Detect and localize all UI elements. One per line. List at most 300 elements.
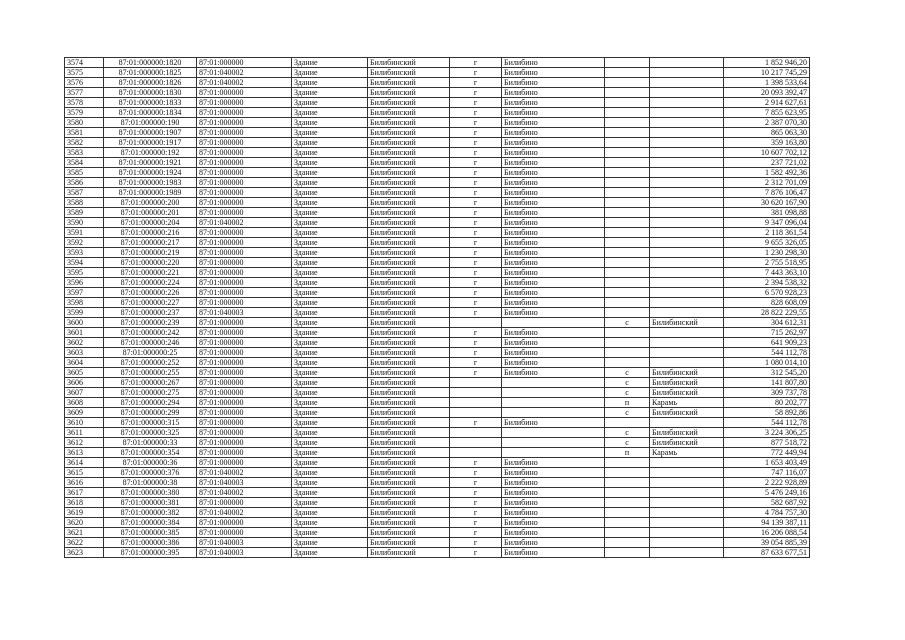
table-row (65, 448, 810, 458)
settlement-type-cell (605, 338, 650, 348)
city-type-cell: г (450, 118, 502, 128)
settlement-name-cell (650, 348, 724, 358)
cadastral-value-cell: 772 449,94 (724, 448, 810, 458)
settlement-name-cell (650, 208, 724, 218)
table-row (65, 178, 810, 188)
cadastral-value-cell: 7 855 623,95 (724, 108, 810, 118)
district-cell: Билибинский (368, 328, 450, 338)
settlement-type-cell: с (605, 388, 650, 398)
city-name-cell: Билибино (502, 358, 605, 368)
settlement-name-cell (650, 248, 724, 258)
district-cell: Билибинский (368, 138, 450, 148)
object-type-cell: Здание (292, 68, 368, 78)
row-number-cell: 3586 (65, 178, 104, 188)
row-number-cell: 3616 (65, 478, 104, 488)
district-cell: Билибинский (368, 188, 450, 198)
row-number-cell: 3577 (65, 88, 104, 98)
row-number-cell: 3579 (65, 108, 104, 118)
district-cell: Билибинский (368, 128, 450, 138)
settlement-type-cell (605, 78, 650, 88)
settlement-name-cell (650, 278, 724, 288)
object-type-cell: Здание (292, 328, 368, 338)
table-row (65, 228, 810, 238)
cadastral-value-cell: 309 737,78 (724, 388, 810, 398)
object-type-cell: Здание (292, 108, 368, 118)
city-name-cell (502, 408, 605, 418)
cadastral-quarter-cell: 87:01:040002 (197, 78, 292, 88)
settlement-name-cell (650, 178, 724, 188)
cadastral-number-cell: 87:01:000000:1924 (104, 168, 197, 178)
settlement-name-cell (650, 168, 724, 178)
settlement-name-cell (650, 258, 724, 268)
district-cell: Билибинский (368, 468, 450, 478)
district-cell: Билибинский (368, 338, 450, 348)
settlement-name-cell (650, 58, 724, 68)
city-name-cell: Билибино (502, 548, 605, 558)
city-type-cell: г (450, 508, 502, 518)
cadastral-value-cell: 641 909,23 (724, 338, 810, 348)
city-type-cell (450, 318, 502, 328)
district-cell: Билибинский (368, 398, 450, 408)
settlement-type-cell (605, 148, 650, 158)
object-type-cell: Здание (292, 548, 368, 558)
object-type-cell: Здание (292, 148, 368, 158)
settlement-type-cell (605, 88, 650, 98)
row-number-cell: 3617 (65, 488, 104, 498)
cadastral-quarter-cell: 87:01:000000 (197, 338, 292, 348)
row-number-cell: 3599 (65, 308, 104, 318)
settlement-type-cell (605, 138, 650, 148)
city-name-cell (502, 398, 605, 408)
table-row (65, 198, 810, 208)
settlement-name-cell (650, 238, 724, 248)
cadastral-value-cell: 877 518,72 (724, 438, 810, 448)
object-type-cell: Здание (292, 178, 368, 188)
cadastral-value-cell: 381 098,88 (724, 208, 810, 218)
city-type-cell: г (450, 488, 502, 498)
city-name-cell: Билибино (502, 208, 605, 218)
object-type-cell: Здание (292, 418, 368, 428)
table-row (65, 318, 810, 328)
city-type-cell: г (450, 188, 502, 198)
row-number-cell: 3580 (65, 118, 104, 128)
table-row (65, 78, 810, 88)
city-type-cell: г (450, 338, 502, 348)
table-row (65, 258, 810, 268)
table-row (65, 458, 810, 468)
cadastral-value-cell: 1 852 946,20 (724, 58, 810, 68)
cadastral-number-cell: 87:01:000000:192 (104, 148, 197, 158)
city-name-cell: Билибино (502, 68, 605, 78)
cadastral-quarter-cell: 87:01:000000 (197, 148, 292, 158)
city-name-cell: Билибино (502, 148, 605, 158)
city-name-cell: Билибино (502, 218, 605, 228)
settlement-type-cell (605, 258, 650, 268)
cadastral-quarter-cell: 87:01:040002 (197, 218, 292, 228)
district-cell: Билибинский (368, 498, 450, 508)
settlement-type-cell (605, 538, 650, 548)
city-type-cell: г (450, 98, 502, 108)
object-type-cell: Здание (292, 88, 368, 98)
table-row (65, 58, 810, 68)
table-row (65, 498, 810, 508)
city-type-cell (450, 448, 502, 458)
object-type-cell: Здание (292, 128, 368, 138)
settlement-type-cell (605, 518, 650, 528)
cadastral-number-cell: 87:01:000000:201 (104, 208, 197, 218)
object-type-cell: Здание (292, 168, 368, 178)
settlement-type-cell (605, 468, 650, 478)
city-name-cell: Билибино (502, 168, 605, 178)
city-name-cell: Билибино (502, 238, 605, 248)
object-type-cell: Здание (292, 58, 368, 68)
city-name-cell: Билибино (502, 58, 605, 68)
table-row (65, 438, 810, 448)
settlement-name-cell (650, 148, 724, 158)
row-number-cell: 3608 (65, 398, 104, 408)
table-row (65, 468, 810, 478)
table-row (65, 238, 810, 248)
object-type-cell: Здание (292, 338, 368, 348)
object-type-cell: Здание (292, 138, 368, 148)
table-row (65, 358, 810, 368)
row-number-cell: 3575 (65, 68, 104, 78)
city-type-cell: г (450, 58, 502, 68)
settlement-name-cell (650, 468, 724, 478)
cadastral-value-cell: 58 892,86 (724, 408, 810, 418)
object-type-cell: Здание (292, 308, 368, 318)
row-number-cell: 3600 (65, 318, 104, 328)
settlement-name-cell (650, 108, 724, 118)
object-type-cell: Здание (292, 218, 368, 228)
row-number-cell: 3612 (65, 438, 104, 448)
row-number-cell: 3613 (65, 448, 104, 458)
row-number-cell: 3607 (65, 388, 104, 398)
cadastral-number-cell: 87:01:000000:294 (104, 398, 197, 408)
cadastral-quarter-cell: 87:01:000000 (197, 188, 292, 198)
cadastral-quarter-cell: 87:01:000000 (197, 98, 292, 108)
district-cell: Билибинский (368, 458, 450, 468)
cadastral-number-cell: 87:01:000000:376 (104, 468, 197, 478)
cadastral-number-cell: 87:01:000000:217 (104, 238, 197, 248)
settlement-name-cell (650, 458, 724, 468)
settlement-name-cell (650, 508, 724, 518)
district-cell: Билибинский (368, 478, 450, 488)
settlement-type-cell (605, 348, 650, 358)
city-type-cell: г (450, 288, 502, 298)
cadastral-value-cell: 359 163,80 (724, 138, 810, 148)
city-type-cell: г (450, 268, 502, 278)
cadastral-quarter-cell: 87:01:000000 (197, 198, 292, 208)
object-type-cell: Здание (292, 78, 368, 88)
cadastral-value-cell: 2 394 538,32 (724, 278, 810, 288)
settlement-name-cell: Карамь (650, 448, 724, 458)
table-row (65, 168, 810, 178)
cadastral-number-cell: 87:01:000000:382 (104, 508, 197, 518)
cadastral-quarter-cell: 87:01:040002 (197, 468, 292, 478)
district-cell: Билибинский (368, 448, 450, 458)
district-cell: Билибинский (368, 58, 450, 68)
cadastral-number-cell: 87:01:000000:1825 (104, 68, 197, 78)
city-name-cell: Билибино (502, 338, 605, 348)
settlement-type-cell (605, 498, 650, 508)
district-cell: Билибинский (368, 528, 450, 538)
settlement-type-cell (605, 238, 650, 248)
city-name-cell: Билибино (502, 258, 605, 268)
cadastral-quarter-cell: 87:01:000000 (197, 358, 292, 368)
cadastral-value-cell: 582 687,92 (724, 498, 810, 508)
cadastral-number-cell: 87:01:000000:204 (104, 218, 197, 228)
cadastral-number-cell: 87:01:000000:384 (104, 518, 197, 528)
cadastral-number-cell: 87:01:000000:224 (104, 278, 197, 288)
cadastral-value-cell: 2 755 518,95 (724, 258, 810, 268)
city-type-cell (450, 408, 502, 418)
cadastral-value-cell: 1 080 014,10 (724, 358, 810, 368)
city-name-cell: Билибино (502, 228, 605, 238)
cadastral-value-cell: 9 655 326,05 (724, 238, 810, 248)
cadastral-value-cell: 2 387 070,30 (724, 118, 810, 128)
cadastral-quarter-cell: 87:01:000000 (197, 438, 292, 448)
city-type-cell: г (450, 328, 502, 338)
district-cell: Билибинский (368, 88, 450, 98)
cadastral-number-cell: 87:01:000000:275 (104, 388, 197, 398)
cadastral-quarter-cell: 87:01:000000 (197, 178, 292, 188)
object-type-cell: Здание (292, 248, 368, 258)
cadastral-value-cell: 9 347 096,04 (724, 218, 810, 228)
row-number-cell: 3589 (65, 208, 104, 218)
cadastral-value-cell: 5 476 249,16 (724, 488, 810, 498)
cadastral-quarter-cell: 87:01:000000 (197, 408, 292, 418)
row-number-cell: 3622 (65, 538, 104, 548)
settlement-type-cell (605, 548, 650, 558)
object-type-cell: Здание (292, 238, 368, 248)
settlement-name-cell: Билибинский (650, 428, 724, 438)
city-name-cell: Билибино (502, 348, 605, 358)
cadastral-quarter-cell: 87:01:000000 (197, 288, 292, 298)
settlement-type-cell (605, 218, 650, 228)
row-number-cell: 3578 (65, 98, 104, 108)
cadastral-value-cell: 237 721,02 (724, 158, 810, 168)
settlement-name-cell (650, 488, 724, 498)
city-name-cell: Билибино (502, 198, 605, 208)
row-number-cell: 3581 (65, 128, 104, 138)
cadastral-value-cell: 1 230 298,30 (724, 248, 810, 258)
row-number-cell: 3598 (65, 298, 104, 308)
cadastral-quarter-cell: 87:01:000000 (197, 428, 292, 438)
cadastral-value-cell: 715 262,97 (724, 328, 810, 338)
city-name-cell (502, 428, 605, 438)
cadastral-value-cell: 141 807,80 (724, 378, 810, 388)
cadastral-number-cell: 87:01:000000:395 (104, 548, 197, 558)
cadastral-quarter-cell: 87:01:040002 (197, 508, 292, 518)
cadastral-quarter-cell: 87:01:000000 (197, 128, 292, 138)
settlement-type-cell (605, 298, 650, 308)
row-number-cell: 3593 (65, 248, 104, 258)
cadastral-value-cell: 10 217 745,29 (724, 68, 810, 78)
row-number-cell: 3584 (65, 158, 104, 168)
district-cell: Билибинский (368, 488, 450, 498)
settlement-name-cell (650, 328, 724, 338)
settlement-name-cell: Карамь (650, 398, 724, 408)
table-row (65, 378, 810, 388)
object-type-cell: Здание (292, 448, 368, 458)
table-row (65, 368, 810, 378)
city-name-cell: Билибино (502, 138, 605, 148)
table-row (65, 548, 810, 558)
settlement-type-cell (605, 188, 650, 198)
city-name-cell: Билибино (502, 328, 605, 338)
city-name-cell: Билибино (502, 508, 605, 518)
object-type-cell: Здание (292, 508, 368, 518)
table-row (65, 398, 810, 408)
cadastral-value-cell: 1 398 533,64 (724, 78, 810, 88)
settlement-name-cell: Билибинский (650, 368, 724, 378)
cadastral-number-cell: 87:01:000000:1820 (104, 58, 197, 68)
cadastral-value-cell: 304 612,31 (724, 318, 810, 328)
district-cell: Билибинский (368, 78, 450, 88)
cadastral-value-cell: 6 570 928,23 (724, 288, 810, 298)
city-name-cell: Билибино (502, 468, 605, 478)
cadastral-quarter-cell: 87:01:000000 (197, 378, 292, 388)
district-cell: Билибинский (368, 248, 450, 258)
settlement-type-cell (605, 508, 650, 518)
cadastral-quarter-cell: 87:01:000000 (197, 418, 292, 428)
settlement-name-cell: Билибинский (650, 318, 724, 328)
city-type-cell (450, 438, 502, 448)
row-number-cell: 3596 (65, 278, 104, 288)
row-number-cell: 3605 (65, 368, 104, 378)
settlement-type-cell (605, 488, 650, 498)
settlement-name-cell: Билибинский (650, 388, 724, 398)
row-number-cell: 3585 (65, 168, 104, 178)
city-name-cell: Билибино (502, 418, 605, 428)
district-cell: Билибинский (368, 438, 450, 448)
city-name-cell: Билибино (502, 298, 605, 308)
table-row (65, 288, 810, 298)
cadastral-quarter-cell: 87:01:000000 (197, 388, 292, 398)
city-name-cell (502, 388, 605, 398)
district-cell: Билибинский (368, 198, 450, 208)
cadastral-quarter-cell: 87:01:000000 (197, 58, 292, 68)
settlement-name-cell (650, 78, 724, 88)
table-row (65, 538, 810, 548)
row-number-cell: 3610 (65, 418, 104, 428)
city-name-cell: Билибино (502, 158, 605, 168)
cadastral-number-cell: 87:01:000000:381 (104, 498, 197, 508)
cadastral-quarter-cell: 87:01:000000 (197, 518, 292, 528)
table-row (65, 188, 810, 198)
object-type-cell: Здание (292, 538, 368, 548)
cadastral-quarter-cell: 87:01:000000 (197, 248, 292, 258)
settlement-type-cell (605, 68, 650, 78)
settlement-name-cell (650, 188, 724, 198)
district-cell: Билибинский (368, 348, 450, 358)
settlement-name-cell: Билибинский (650, 408, 724, 418)
settlement-type-cell (605, 128, 650, 138)
row-number-cell: 3615 (65, 468, 104, 478)
cadastral-quarter-cell: 87:01:000000 (197, 328, 292, 338)
cadastral-number-cell: 87:01:000000:1907 (104, 128, 197, 138)
city-name-cell: Билибино (502, 308, 605, 318)
district-cell: Билибинский (368, 108, 450, 118)
row-number-cell: 3592 (65, 238, 104, 248)
row-number-cell: 3618 (65, 498, 104, 508)
object-type-cell: Здание (292, 388, 368, 398)
district-cell: Билибинский (368, 168, 450, 178)
settlement-name-cell (650, 498, 724, 508)
cadastral-number-cell: 87:01:000000:252 (104, 358, 197, 368)
city-name-cell: Билибино (502, 288, 605, 298)
cadastral-number-cell: 87:01:000000:1917 (104, 138, 197, 148)
cadastral-number-cell: 87:01:000000:226 (104, 288, 197, 298)
cadastral-number-cell: 87:01:000000:25 (104, 348, 197, 358)
city-type-cell: г (450, 178, 502, 188)
object-type-cell: Здание (292, 198, 368, 208)
city-type-cell: г (450, 298, 502, 308)
settlement-name-cell: Билибинский (650, 438, 724, 448)
settlement-type-cell: с (605, 318, 650, 328)
cadastral-quarter-cell: 87:01:040003 (197, 308, 292, 318)
city-type-cell (450, 428, 502, 438)
city-type-cell: г (450, 248, 502, 258)
city-type-cell: г (450, 128, 502, 138)
cadastral-quarter-cell: 87:01:000000 (197, 138, 292, 148)
cadastral-quarter-cell: 87:01:000000 (197, 298, 292, 308)
city-name-cell (502, 378, 605, 388)
object-type-cell: Здание (292, 498, 368, 508)
table-row (65, 158, 810, 168)
city-name-cell: Билибино (502, 98, 605, 108)
settlement-type-cell (605, 178, 650, 188)
district-cell: Билибинский (368, 158, 450, 168)
settlement-name-cell (650, 158, 724, 168)
cadastral-quarter-cell: 87:01:040002 (197, 68, 292, 78)
object-type-cell: Здание (292, 288, 368, 298)
cadastral-value-cell: 2 118 361,54 (724, 228, 810, 238)
settlement-type-cell (605, 158, 650, 168)
table-row (65, 528, 810, 538)
cadastral-quarter-cell: 87:01:000000 (197, 448, 292, 458)
city-type-cell: г (450, 68, 502, 78)
cadastral-number-cell: 87:01:000000:1833 (104, 98, 197, 108)
district-cell: Билибинский (368, 268, 450, 278)
row-number-cell: 3590 (65, 218, 104, 228)
city-name-cell: Билибино (502, 118, 605, 128)
object-type-cell: Здание (292, 358, 368, 368)
object-type-cell: Здание (292, 398, 368, 408)
city-name-cell: Билибино (502, 528, 605, 538)
city-name-cell: Билибино (502, 538, 605, 548)
table-row (65, 138, 810, 148)
settlement-name-cell (650, 308, 724, 318)
table-row (65, 128, 810, 138)
row-number-cell: 3621 (65, 528, 104, 538)
settlement-type-cell: с (605, 368, 650, 378)
row-number-cell: 3601 (65, 328, 104, 338)
cadastral-quarter-cell: 87:01:000000 (197, 348, 292, 358)
cadastral-value-cell: 2 312 701,09 (724, 178, 810, 188)
object-type-cell: Здание (292, 98, 368, 108)
table-row (65, 338, 810, 348)
cadastral-number-cell: 87:01:000000:267 (104, 378, 197, 388)
settlement-name-cell (650, 538, 724, 548)
cadastral-value-cell: 2 222 928,89 (724, 478, 810, 488)
settlement-name-cell (650, 98, 724, 108)
settlement-type-cell (605, 358, 650, 368)
cadastral-number-cell: 87:01:000000:200 (104, 198, 197, 208)
cadastral-value-cell: 312 545,20 (724, 368, 810, 378)
object-type-cell: Здание (292, 118, 368, 128)
